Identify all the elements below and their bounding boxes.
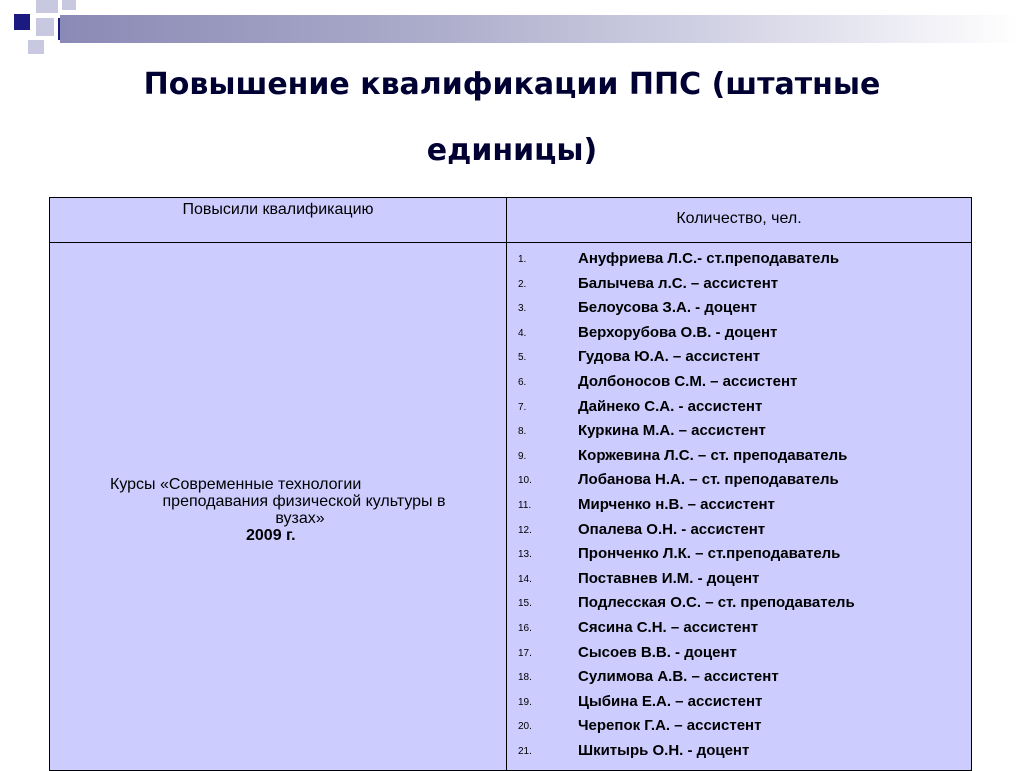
- list-item: [518, 250, 855, 275]
- decor-square-navy-1: [14, 14, 30, 30]
- list-item-number: 13.: [518, 549, 532, 561]
- list-item: [518, 275, 855, 300]
- table-header-right: Количество, чел.: [676, 210, 802, 227]
- qualification-table: [49, 197, 972, 771]
- list-item-number: 3.: [518, 303, 527, 315]
- list-item-name: Белоусова З.А. - доцент: [578, 299, 757, 317]
- list-item-name: Гудова Ю.А. – ассистент: [578, 348, 761, 366]
- list-item-number: 10.: [518, 475, 532, 487]
- list-item: [518, 594, 855, 619]
- list-item-number: 2.: [518, 278, 527, 290]
- slide-title-line2: единицы): [426, 133, 598, 168]
- list-item-number: 1.: [518, 254, 527, 265]
- list-item: [518, 570, 855, 595]
- list-item: [518, 299, 855, 324]
- list-item-name: Мирченко н.В. – ассистент: [578, 495, 775, 513]
- decor-square-pale-1: [36, 0, 58, 13]
- table-column-divider: [506, 198, 507, 770]
- list-item-name: Шкитырь О.Н. - доцент: [578, 741, 750, 759]
- course-description: [100, 476, 500, 544]
- course-line-2: преподавания физической культуры в: [162, 493, 446, 510]
- list-item-name: Ануфриева Л.С.- ст.преподаватель: [578, 250, 840, 267]
- header-gradient-bar: [60, 15, 1020, 43]
- list-item: [518, 619, 855, 644]
- list-item-number: 9.: [518, 450, 527, 462]
- list-item-number: 14.: [518, 573, 532, 585]
- list-item: [518, 471, 855, 496]
- staff-list: [518, 250, 855, 766]
- table-header-left: Повысили квалификацию: [182, 201, 374, 218]
- list-item: [518, 668, 855, 693]
- list-item-name: Пронченко Л.К. – ст.преподаватель: [578, 545, 841, 563]
- list-item-number: 15.: [518, 598, 532, 610]
- list-item-name: Куркина М.А. – ассистент: [578, 422, 766, 440]
- list-item-name: Дайнеко С.А. - ассистент: [578, 397, 763, 415]
- course-line-3: вузах»: [275, 510, 325, 527]
- list-item: [518, 742, 855, 767]
- list-item: [518, 545, 855, 570]
- list-item-name: Балычева л.С. – ассистент: [578, 274, 779, 292]
- course-line-1: Курсы «Современные технологии: [110, 476, 362, 493]
- list-item-number: 17.: [518, 647, 532, 659]
- list-item: [518, 447, 855, 472]
- list-item-number: 11.: [518, 499, 532, 511]
- list-item: [518, 693, 855, 718]
- table-header-divider: [50, 242, 971, 243]
- list-item: [518, 521, 855, 546]
- list-item-number: 16.: [518, 622, 532, 634]
- list-item: [518, 324, 855, 349]
- list-item-name: Сулимова А.В. – ассистент: [578, 668, 779, 686]
- list-item-name: Сысоев В.В. - доцент: [578, 643, 737, 661]
- list-item: [518, 422, 855, 447]
- list-item: [518, 496, 855, 521]
- list-item: [518, 717, 855, 742]
- list-item-number: 20.: [518, 721, 532, 733]
- list-item-name: Лобанова Н.А. – ст. преподаватель: [578, 471, 839, 489]
- list-item-number: 21.: [518, 745, 532, 757]
- list-item: [518, 373, 855, 398]
- list-item-number: 4.: [518, 327, 527, 339]
- list-item-name: Коржевина Л.С. – ст. преподаватель: [578, 446, 848, 464]
- decor-square-pale-2: [62, 0, 76, 10]
- list-item-number: 18.: [518, 672, 532, 684]
- list-item-name: Долбоносов С.М. – ассистент: [578, 372, 798, 390]
- list-item-number: 8.: [518, 426, 527, 438]
- slide-title: [0, 52, 1024, 184]
- list-item-name: Цыбина Е.А. – ассистент: [578, 692, 763, 710]
- list-item: [518, 348, 855, 373]
- list-item-name: Верхорубова О.В. - доцент: [578, 323, 778, 341]
- list-item-number: 19.: [518, 696, 532, 708]
- list-item-name: Поставнев И.М. - доцент: [578, 569, 760, 587]
- course-year: 2009 г.: [246, 527, 296, 544]
- list-item-name: Черепок Г.А. – ассистент: [578, 717, 762, 735]
- slide-title-line1: Повышение квалификации ППС (штатные: [143, 67, 881, 102]
- decor-square-pale-3: [36, 18, 54, 36]
- list-item-name: Подлесская О.С. – ст. преподаватель: [578, 594, 855, 612]
- list-item-number: 7.: [518, 401, 527, 413]
- list-item: [518, 398, 855, 423]
- list-item: [518, 644, 855, 669]
- list-item-name: Опалева О.Н. - ассистент: [578, 520, 766, 538]
- list-item-number: 5.: [518, 352, 527, 364]
- list-item-number: 12.: [518, 524, 532, 536]
- list-item-number: 6.: [518, 376, 527, 388]
- list-item-name: Сясина С.Н. – ассистент: [578, 618, 759, 636]
